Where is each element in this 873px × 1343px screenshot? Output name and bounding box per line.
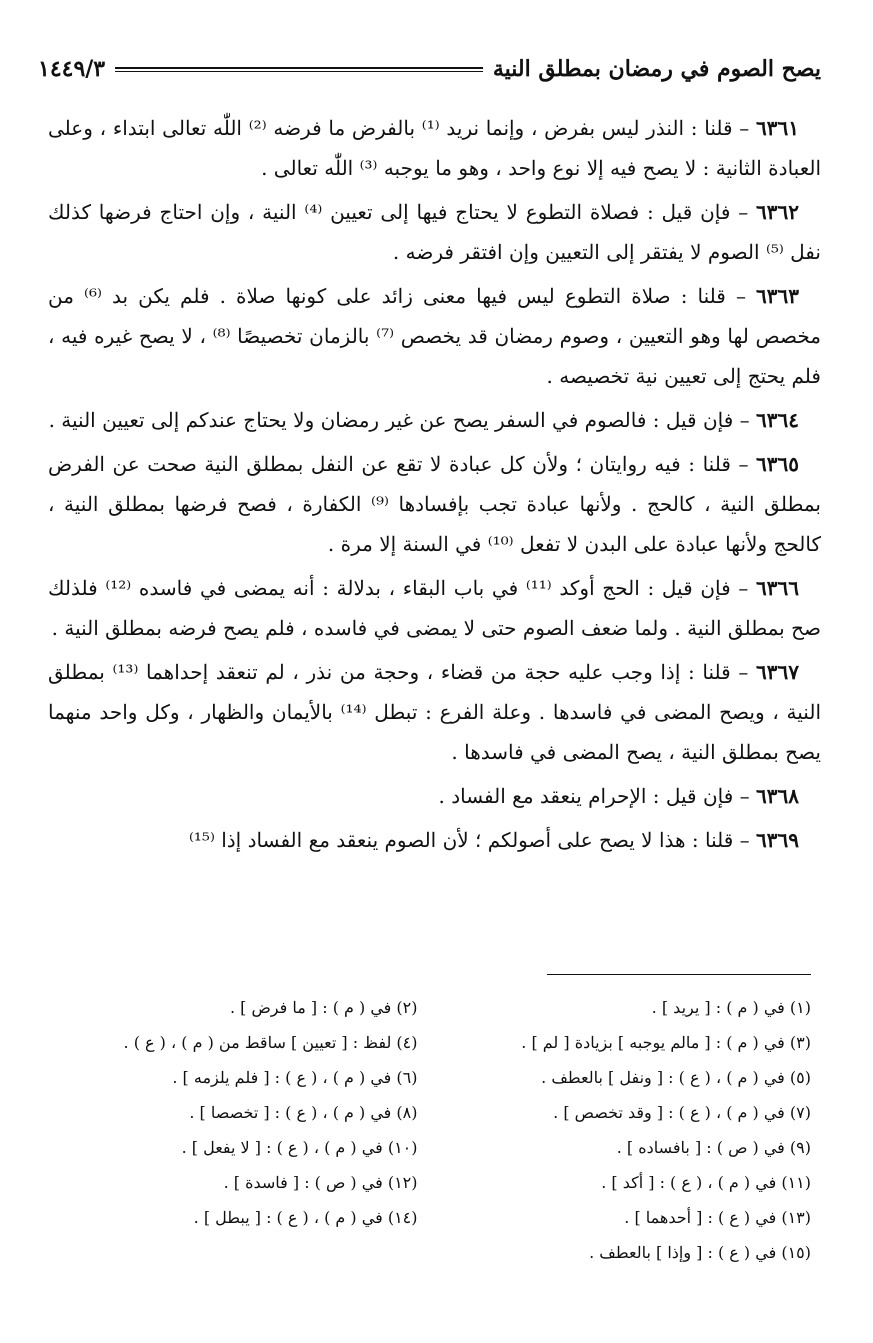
footnote-11: (١١) في ( م ) ، ( ع ) : [ أكد ] . xyxy=(601,1173,811,1192)
footnote-3: (٣) في ( م ) : [ مالم يوجبه ] بزيادة [ لم ] . xyxy=(521,1033,811,1052)
footnote-8: (٨) في ( م ) ، ( ع ) : [ تخصصا ] . xyxy=(189,1103,418,1122)
paragraph-number: ٦٣٦١ xyxy=(756,116,799,140)
paragraph-6362 xyxy=(48,192,821,272)
paragraph-text: – فإن قيل : فالصوم في السفر يصح عن غير رمضان ولا يحتاج عندكم إلى تعيين النية . xyxy=(48,408,757,432)
running-title: يصح الصوم في رمضان بمطلق النية xyxy=(492,56,821,82)
paragraph-number: ٦٣٦٣ xyxy=(756,284,799,308)
paragraph-text: – فإن قيل : الإحرام ينعقد مع الفساد . xyxy=(438,784,757,808)
footnote-12: (١٢) في ( ص ) : [ فاسدة ] . xyxy=(223,1173,418,1192)
footnote-15: (١٥) في ( ع ) : [ وإذا ] بالعطف . xyxy=(589,1243,811,1262)
paragraph-6369 xyxy=(48,820,821,860)
paragraph-6364 xyxy=(48,400,821,440)
page-header xyxy=(38,52,821,86)
paragraph-text: – قلنا : النذر ليس بفرض ، وإنما نريد ⁽¹⁾ بالفرض ما فرضه ⁽²⁾ اللّٰه تعالى ابتداء ، وعلى العبادة الثانية : لا يصح فيه إلا نوع واحد ، وهو ما يوجبه ⁽³⁾ اللّٰه تعالى . xyxy=(48,116,821,180)
paragraph-text: – فإن قيل : فصلاة التطوع لا يحتاج فيها إلى تعيين ⁽⁴⁾ النية ، وإن احتاج فرضها كذلك نفل ⁽⁵⁾ الصوم لا يفتقر إلى التعيين وإن افتقر فرضه . xyxy=(48,200,821,264)
page-number: ١٤٤٩/٣ xyxy=(38,56,106,82)
footnotes xyxy=(48,990,811,1270)
paragraph-6368 xyxy=(48,776,821,816)
footnote-4: (٤) لفظ : [ تعيين ] ساقط من ( م ) ، ( ع ) . xyxy=(123,1033,418,1052)
footnote-5: (٥) في ( م ) ، ( ع ) : [ ونفل ] بالعطف . xyxy=(541,1068,811,1087)
paragraph-text: – فإن قيل : الحج أوكد ⁽¹¹⁾ في باب البقاء ، بدلالة : أنه يمضى في فاسده ⁽¹²⁾ فلذلك صح بمطلق النية . ولما ضعف الصوم حتى لا يمضى في فاسده ، فلم يصح فرضه بمطلق النية . xyxy=(48,576,821,640)
header-rule xyxy=(115,67,483,72)
paragraph-number: ٦٣٦٤ xyxy=(756,408,799,432)
paragraph-number: ٦٣٦٦ xyxy=(756,576,799,600)
paragraph-6361 xyxy=(48,108,821,188)
footnote-6: (٦) في ( م ) ، ( ع ) : [ فلم يلزمه ] . xyxy=(172,1068,418,1087)
paragraph-text: – قلنا : صلاة التطوع ليس فيها معنى زائد على كونها صلاة . فلم يكن بد ⁽⁶⁾ من مخصص لها وهو التعيين ، وصوم رمضان قد يخصص ⁽⁷⁾ بالزمان تخصيصًا ⁽⁸⁾ ، لا يصح غيره فيه ، فلم يحتج إلى تعيين نية تخصيصه . xyxy=(48,284,821,388)
footnote-14: (١٤) في ( م ) ، ( ع ) : [ يبطل ] . xyxy=(193,1208,418,1227)
paragraph-text: – قلنا : فيه روايتان ؛ ولأن كل عبادة لا تقع عن النفل بمطلق النية صحت عن الفرض بمطلق النية ، كالحج . ولأنها عبادة تجب بإفسادها ⁽⁹⁾ الكفارة ، فصح فرضها بمطلق النية ، كالحج ولأنها عبادة على البدن لا تفعل ⁽¹⁰⁾ في السنة إلا مرة . xyxy=(48,452,821,556)
paragraph-number: ٦٣٦٩ xyxy=(756,828,799,852)
footnote-1: (١) في ( م ) : [ يريد ] . xyxy=(651,998,811,1017)
paragraph-6366 xyxy=(48,568,821,648)
footnote-2: (٢) في ( م ) : [ ما فرض ] . xyxy=(229,998,418,1017)
footnote-7: (٧) في ( م ) ، ( ع ) : [ وقد تخصص ] . xyxy=(553,1103,811,1122)
paragraph-text: – قلنا : إذا وجب عليه حجة من قضاء ، وحجة من نذر ، لم تنعقد إحداهما ⁽¹³⁾ بمطلق النية ، ويصح المضى في فاسدها . وعلة الفرع : تبطل ⁽¹⁴⁾ بالأيمان والظهار ، وكل واحد منهما يصح بمطلق النية ، يصح المضى في فاسدها . xyxy=(48,660,821,764)
paragraph-number: ٦٣٦٨ xyxy=(756,784,799,808)
paragraph-number: ٦٣٦٥ xyxy=(756,452,799,476)
paragraph-6367 xyxy=(48,652,821,772)
footnote-13: (١٣) في ( ع ) : [ أحدهما ] . xyxy=(624,1208,811,1227)
main-text xyxy=(48,108,821,864)
paragraph-number: ٦٣٦٧ xyxy=(756,660,799,684)
paragraph-number: ٦٣٦٢ xyxy=(756,200,799,224)
footnote-separator xyxy=(547,974,811,975)
paragraph-text: – قلنا : هذا لا يصح على أصولكم ؛ لأن الصوم ينعقد مع الفساد إذا ⁽¹⁵⁾ xyxy=(188,828,757,852)
paragraph-6365 xyxy=(48,444,821,564)
footnote-10: (١٠) في ( م ) ، ( ع ) : [ لا يفعل ] . xyxy=(181,1138,418,1157)
paragraph-6363 xyxy=(48,276,821,396)
footnote-9: (٩) في ( ص ) : [ بافساده ] . xyxy=(616,1138,811,1157)
